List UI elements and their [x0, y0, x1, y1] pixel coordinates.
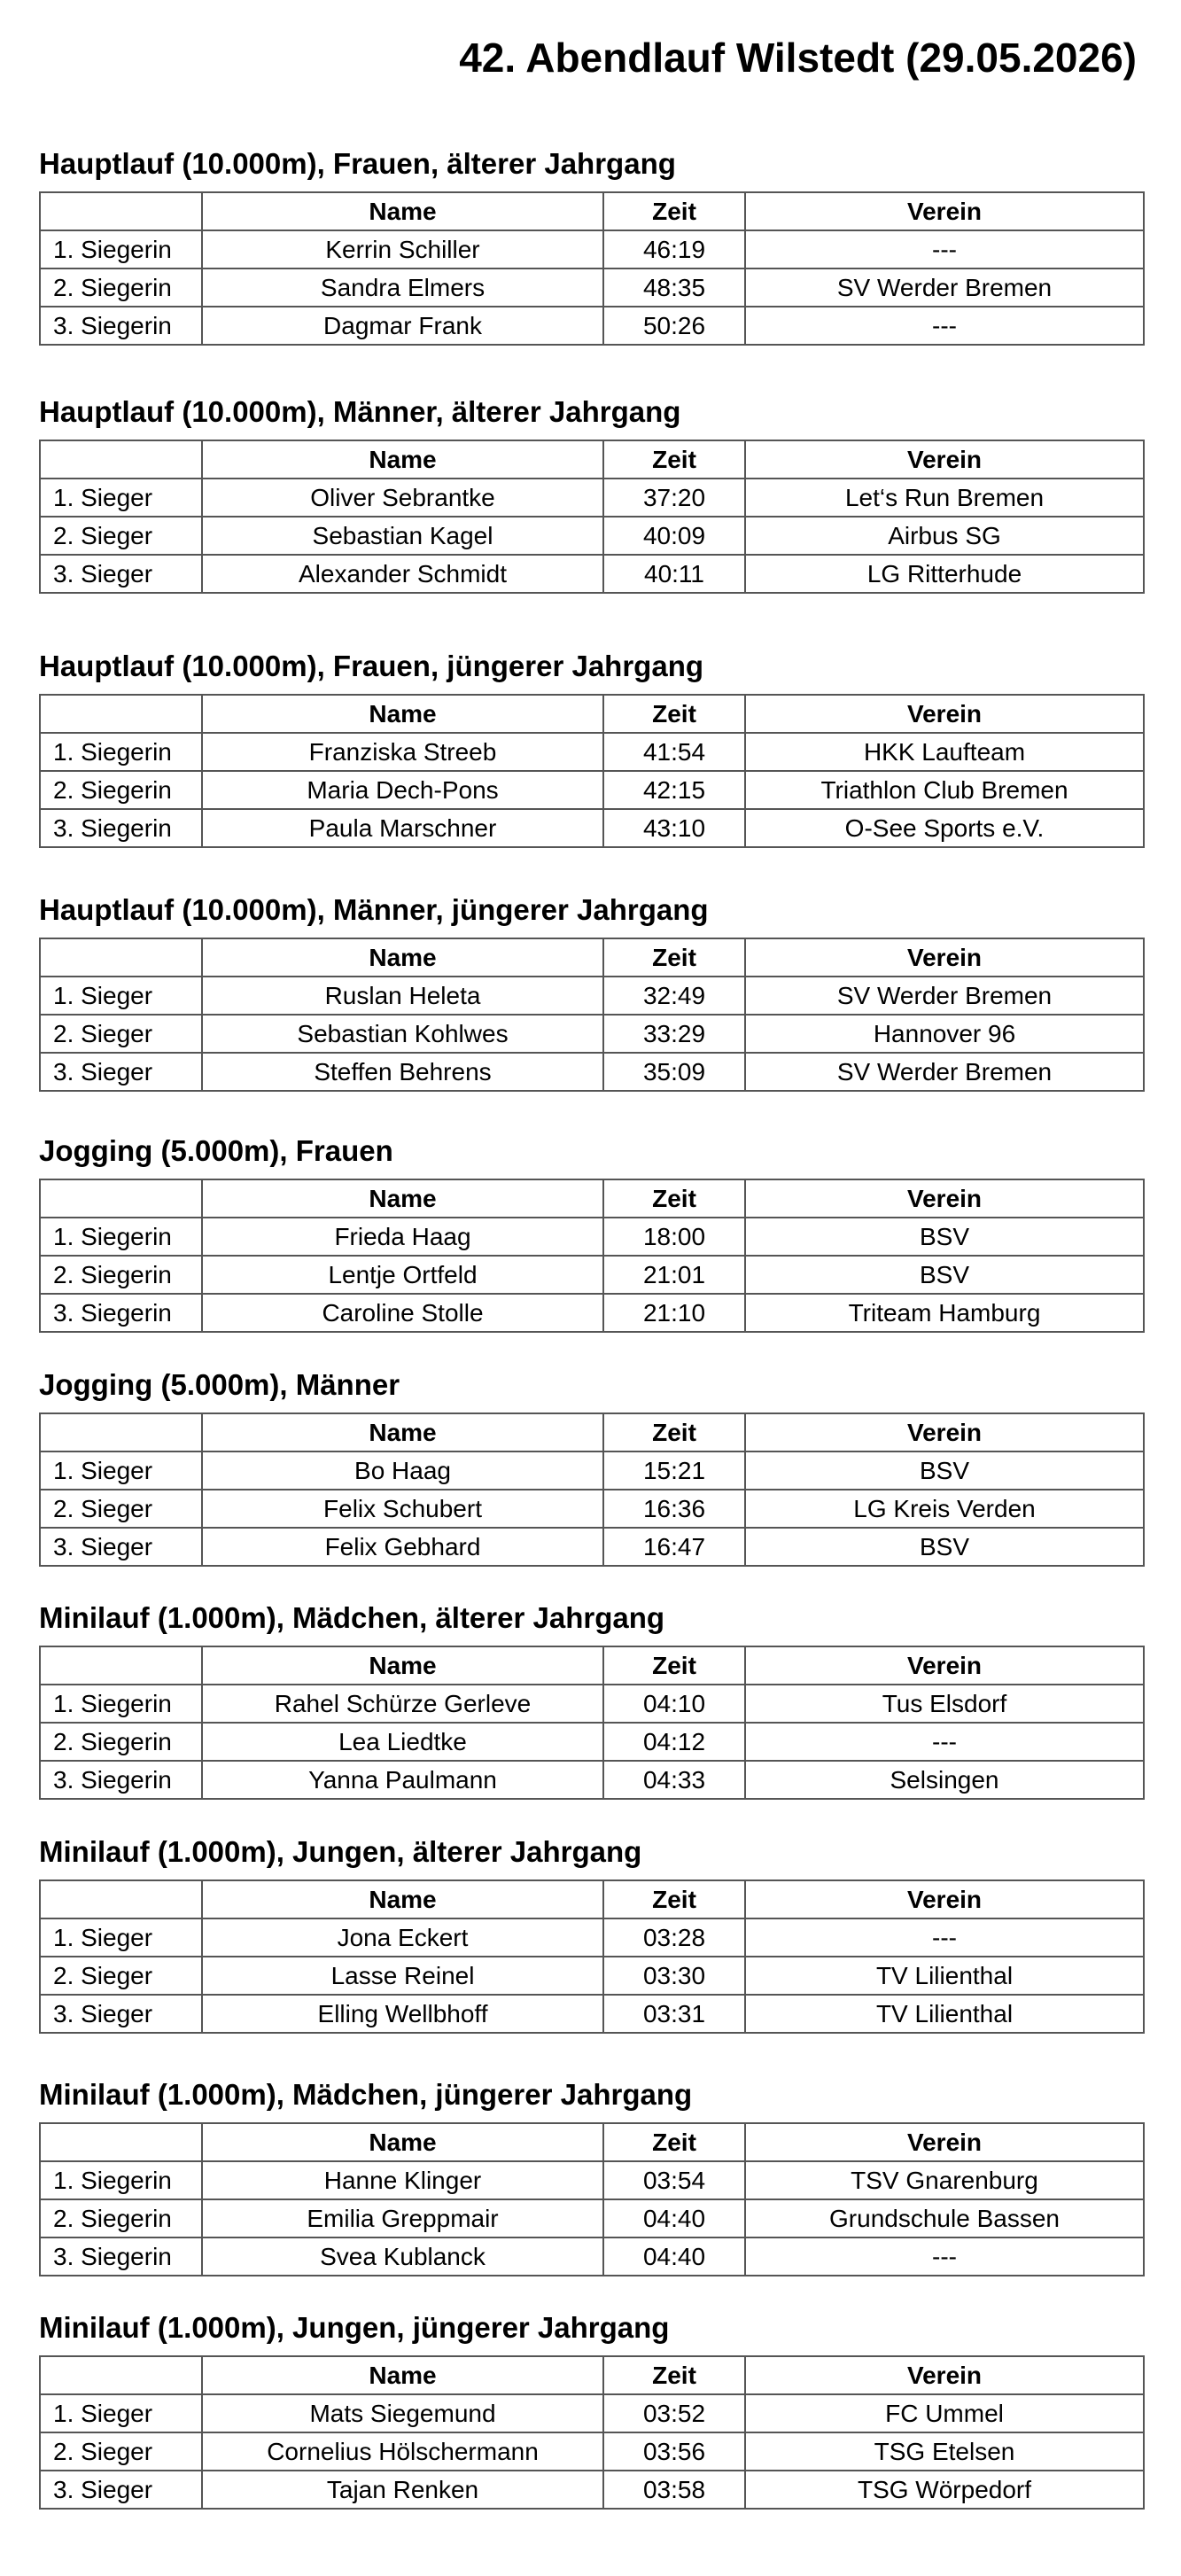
column-header-name: Name: [202, 192, 603, 230]
table-row: [40, 1490, 1144, 1528]
cell-name: Ruslan Heleta: [202, 977, 603, 1015]
column-header-name: Name: [202, 1413, 603, 1451]
cell-time: 15:21: [603, 1451, 745, 1490]
cell-place: 3. Sieger: [40, 1053, 202, 1091]
cell-time: 03:31: [603, 1995, 745, 2033]
column-header-club: Verein: [745, 2356, 1144, 2394]
table-row: [40, 1528, 1144, 1566]
table-row: [40, 2199, 1144, 2237]
column-header-name: Name: [202, 1880, 603, 1918]
cell-name: Lasse Reinel: [202, 1957, 603, 1995]
results-table: [39, 2355, 1145, 2510]
cell-place: 1. Sieger: [40, 479, 202, 517]
cell-club: TV Lilienthal: [745, 1995, 1144, 2033]
table-row: [40, 733, 1144, 771]
cell-club: BSV: [745, 1451, 1144, 1490]
column-header-club: Verein: [745, 1413, 1144, 1451]
cell-name: Sandra Elmers: [202, 268, 603, 307]
cell-club: TSG Wörpedorf: [745, 2471, 1144, 2509]
cell-place: 2. Siegerin: [40, 1256, 202, 1294]
cell-time: 41:54: [603, 733, 745, 771]
column-header-time: Zeit: [603, 1646, 745, 1685]
column-header-place: [40, 1179, 202, 1218]
table-row: [40, 1015, 1144, 1053]
cell-time: 21:10: [603, 1294, 745, 1332]
table-header-row: [40, 2123, 1144, 2161]
column-header-time: Zeit: [603, 1179, 745, 1218]
column-header-club: Verein: [745, 2123, 1144, 2161]
table-header-row: [40, 1179, 1144, 1218]
table-row: [40, 517, 1144, 555]
column-header-club: Verein: [745, 1880, 1144, 1918]
column-header-time: Zeit: [603, 938, 745, 977]
cell-club: Grundschule Bassen: [745, 2199, 1144, 2237]
cell-time: 32:49: [603, 977, 745, 1015]
cell-place: 3. Sieger: [40, 1528, 202, 1566]
cell-place: 2. Siegerin: [40, 2199, 202, 2237]
column-header-time: Zeit: [603, 2123, 745, 2161]
cell-place: 1. Siegerin: [40, 1685, 202, 1723]
cell-club: TSG Etelsen: [745, 2432, 1144, 2471]
column-header-club: Verein: [745, 1646, 1144, 1685]
column-header-name: Name: [202, 2356, 603, 2394]
cell-place: 3. Siegerin: [40, 809, 202, 847]
section-title: Hauptlauf (10.000m), Männer, älterer Jahrgang: [39, 395, 681, 428]
cell-name: Paula Marschner: [202, 809, 603, 847]
cell-time: 03:28: [603, 1918, 745, 1957]
cell-name: Sebastian Kagel: [202, 517, 603, 555]
table-row: [40, 268, 1144, 307]
table-header-row: [40, 2356, 1144, 2394]
table-row: [40, 2237, 1144, 2276]
cell-club: TSV Gnarenburg: [745, 2161, 1144, 2199]
column-header-name: Name: [202, 938, 603, 977]
cell-time: 04:40: [603, 2237, 745, 2276]
cell-club: ---: [745, 307, 1144, 345]
column-header-name: Name: [202, 1179, 603, 1218]
cell-club: Tus Elsdorf: [745, 1685, 1144, 1723]
cell-time: 03:58: [603, 2471, 745, 2509]
table-row: [40, 479, 1144, 517]
cell-club: BSV: [745, 1218, 1144, 1256]
cell-place: 2. Sieger: [40, 1490, 202, 1528]
table-row: [40, 771, 1144, 809]
cell-place: 1. Sieger: [40, 1451, 202, 1490]
table-row: [40, 2394, 1144, 2432]
section-title: Hauptlauf (10.000m), Männer, jüngerer Jahrgang: [39, 893, 709, 926]
cell-club: Triathlon Club Bremen: [745, 771, 1144, 809]
cell-place: 3. Siegerin: [40, 1294, 202, 1332]
column-header-time: Zeit: [603, 1880, 745, 1918]
section-title: Jogging (5.000m), Männer: [39, 1368, 400, 1401]
cell-time: 18:00: [603, 1218, 745, 1256]
table-row: [40, 1053, 1144, 1091]
cell-name: Tajan Renken: [202, 2471, 603, 2509]
cell-name: Mats Siegemund: [202, 2394, 603, 2432]
cell-club: SV Werder Bremen: [745, 977, 1144, 1015]
column-header-club: Verein: [745, 695, 1144, 733]
table-header-row: [40, 192, 1144, 230]
cell-name: Lea Liedtke: [202, 1723, 603, 1761]
table-row: [40, 1294, 1144, 1332]
cell-name: Kerrin Schiller: [202, 230, 603, 268]
cell-place: 1. Sieger: [40, 1918, 202, 1957]
table-header-row: [40, 1880, 1144, 1918]
cell-club: ---: [745, 1918, 1144, 1957]
table-header-row: [40, 440, 1144, 479]
cell-club: O-See Sports e.V.: [745, 809, 1144, 847]
cell-club: Let‘s Run Bremen: [745, 479, 1144, 517]
table-row: [40, 1918, 1144, 1957]
column-header-time: Zeit: [603, 695, 745, 733]
cell-name: Svea Kublanck: [202, 2237, 603, 2276]
column-header-place: [40, 440, 202, 479]
cell-place: 1. Siegerin: [40, 230, 202, 268]
page-title: 42. Abendlauf Wilstedt (29.05.2026): [459, 35, 1137, 81]
cell-place: 3. Siegerin: [40, 307, 202, 345]
results-table: [39, 694, 1145, 848]
section-title: Minilauf (1.000m), Mädchen, jüngerer Jahrgang: [39, 2078, 693, 2111]
cell-time: 35:09: [603, 1053, 745, 1091]
table-header-row: [40, 695, 1144, 733]
table-row: [40, 230, 1144, 268]
cell-name: Felix Schubert: [202, 1490, 603, 1528]
cell-name: Felix Gebhard: [202, 1528, 603, 1566]
table-row: [40, 1256, 1144, 1294]
cell-club: BSV: [745, 1528, 1144, 1566]
cell-place: 3. Sieger: [40, 2471, 202, 2509]
cell-place: 2. Siegerin: [40, 771, 202, 809]
section-title: Hauptlauf (10.000m), Frauen, jüngerer Jahrgang: [39, 650, 704, 682]
table-row: [40, 1761, 1144, 1799]
cell-time: 16:47: [603, 1528, 745, 1566]
table-row: [40, 307, 1144, 345]
section-title: Minilauf (1.000m), Jungen, jüngerer Jahrgang: [39, 2311, 670, 2344]
column-header-name: Name: [202, 440, 603, 479]
cell-place: 2. Sieger: [40, 1015, 202, 1053]
column-header-place: [40, 2123, 202, 2161]
cell-club: ---: [745, 2237, 1144, 2276]
section-title: Minilauf (1.000m), Mädchen, älterer Jahrgang: [39, 1601, 665, 1634]
column-header-club: Verein: [745, 938, 1144, 977]
results-table: [39, 2122, 1145, 2276]
column-header-place: [40, 938, 202, 977]
cell-club: SV Werder Bremen: [745, 1053, 1144, 1091]
cell-name: Steffen Behrens: [202, 1053, 603, 1091]
results-table: [39, 440, 1145, 594]
cell-club: Selsingen: [745, 1761, 1144, 1799]
cell-name: Dagmar Frank: [202, 307, 603, 345]
column-header-place: [40, 695, 202, 733]
cell-place: 2. Siegerin: [40, 1723, 202, 1761]
column-header-name: Name: [202, 695, 603, 733]
cell-name: Alexander Schmidt: [202, 555, 603, 593]
table-row: [40, 1723, 1144, 1761]
table-row: [40, 555, 1144, 593]
cell-place: 1. Siegerin: [40, 733, 202, 771]
column-header-club: Verein: [745, 440, 1144, 479]
cell-club: ---: [745, 230, 1144, 268]
cell-club: LG Ritterhude: [745, 555, 1144, 593]
cell-club: ---: [745, 1723, 1144, 1761]
cell-time: 03:56: [603, 2432, 745, 2471]
cell-name: Lentje Ortfeld: [202, 1256, 603, 1294]
section-title: Hauptlauf (10.000m), Frauen, älterer Jahrgang: [39, 147, 676, 180]
cell-club: Triteam Hamburg: [745, 1294, 1144, 1332]
cell-club: HKK Laufteam: [745, 733, 1144, 771]
table-header-row: [40, 1646, 1144, 1685]
results-table: [39, 191, 1145, 346]
cell-name: Yanna Paulmann: [202, 1761, 603, 1799]
cell-name: Bo Haag: [202, 1451, 603, 1490]
cell-time: 04:12: [603, 1723, 745, 1761]
section-title: Jogging (5.000m), Frauen: [39, 1134, 393, 1167]
column-header-place: [40, 1880, 202, 1918]
table-row: [40, 2471, 1144, 2509]
cell-time: 04:10: [603, 1685, 745, 1723]
table-row: [40, 1218, 1144, 1256]
table-row: [40, 1685, 1144, 1723]
cell-time: 03:52: [603, 2394, 745, 2432]
cell-time: 16:36: [603, 1490, 745, 1528]
column-header-time: Zeit: [603, 1413, 745, 1451]
column-header-place: [40, 2356, 202, 2394]
column-header-place: [40, 1646, 202, 1685]
column-header-time: Zeit: [603, 440, 745, 479]
cell-name: Maria Dech-Pons: [202, 771, 603, 809]
cell-club: Hannover 96: [745, 1015, 1144, 1053]
cell-time: 40:09: [603, 517, 745, 555]
column-header-time: Zeit: [603, 2356, 745, 2394]
cell-time: 37:20: [603, 479, 745, 517]
table-header-row: [40, 1413, 1144, 1451]
cell-place: 2. Siegerin: [40, 268, 202, 307]
cell-club: LG Kreis Verden: [745, 1490, 1144, 1528]
column-header-place: [40, 192, 202, 230]
cell-time: 48:35: [603, 268, 745, 307]
cell-place: 3. Siegerin: [40, 1761, 202, 1799]
table-row: [40, 2432, 1144, 2471]
cell-name: Caroline Stolle: [202, 1294, 603, 1332]
cell-place: 1. Sieger: [40, 2394, 202, 2432]
cell-time: 03:30: [603, 1957, 745, 1995]
results-table: [39, 1413, 1145, 1567]
cell-time: 42:15: [603, 771, 745, 809]
cell-name: Emilia Greppmair: [202, 2199, 603, 2237]
cell-name: Elling Wellbhoff: [202, 1995, 603, 2033]
table-row: [40, 1957, 1144, 1995]
cell-club: Airbus SG: [745, 517, 1144, 555]
cell-place: 3. Sieger: [40, 1995, 202, 2033]
table-row: [40, 1451, 1144, 1490]
cell-name: Rahel Schürze Gerleve: [202, 1685, 603, 1723]
cell-time: 04:40: [603, 2199, 745, 2237]
cell-place: 1. Siegerin: [40, 2161, 202, 2199]
column-header-club: Verein: [745, 192, 1144, 230]
results-table: [39, 938, 1145, 1092]
section-title: Minilauf (1.000m), Jungen, älterer Jahrgang: [39, 1835, 642, 1868]
cell-time: 43:10: [603, 809, 745, 847]
cell-name: Cornelius Hölschermann: [202, 2432, 603, 2471]
column-header-name: Name: [202, 1646, 603, 1685]
cell-place: 1. Sieger: [40, 977, 202, 1015]
table-row: [40, 1995, 1144, 2033]
table-row: [40, 809, 1144, 847]
results-table: [39, 1179, 1145, 1333]
cell-name: Franziska Streeb: [202, 733, 603, 771]
column-header-place: [40, 1413, 202, 1451]
table-row: [40, 977, 1144, 1015]
cell-place: 3. Sieger: [40, 555, 202, 593]
table-row: [40, 2161, 1144, 2199]
column-header-time: Zeit: [603, 192, 745, 230]
column-header-club: Verein: [745, 1179, 1144, 1218]
cell-club: SV Werder Bremen: [745, 268, 1144, 307]
cell-club: BSV: [745, 1256, 1144, 1294]
cell-time: 50:26: [603, 307, 745, 345]
results-table: [39, 1879, 1145, 2034]
cell-name: Hanne Klinger: [202, 2161, 603, 2199]
cell-place: 2. Sieger: [40, 1957, 202, 1995]
cell-time: 04:33: [603, 1761, 745, 1799]
cell-place: 1. Siegerin: [40, 1218, 202, 1256]
cell-time: 40:11: [603, 555, 745, 593]
table-header-row: [40, 938, 1144, 977]
cell-time: 33:29: [603, 1015, 745, 1053]
results-table: [39, 1646, 1145, 1800]
cell-place: 3. Siegerin: [40, 2237, 202, 2276]
column-header-name: Name: [202, 2123, 603, 2161]
cell-club: TV Lilienthal: [745, 1957, 1144, 1995]
cell-name: Sebastian Kohlwes: [202, 1015, 603, 1053]
cell-place: 2. Sieger: [40, 517, 202, 555]
cell-club: FC Ummel: [745, 2394, 1144, 2432]
cell-time: 21:01: [603, 1256, 745, 1294]
cell-time: 03:54: [603, 2161, 745, 2199]
cell-place: 2. Sieger: [40, 2432, 202, 2471]
cell-name: Frieda Haag: [202, 1218, 603, 1256]
cell-time: 46:19: [603, 230, 745, 268]
cell-name: Oliver Sebrantke: [202, 479, 603, 517]
cell-name: Jona Eckert: [202, 1918, 603, 1957]
